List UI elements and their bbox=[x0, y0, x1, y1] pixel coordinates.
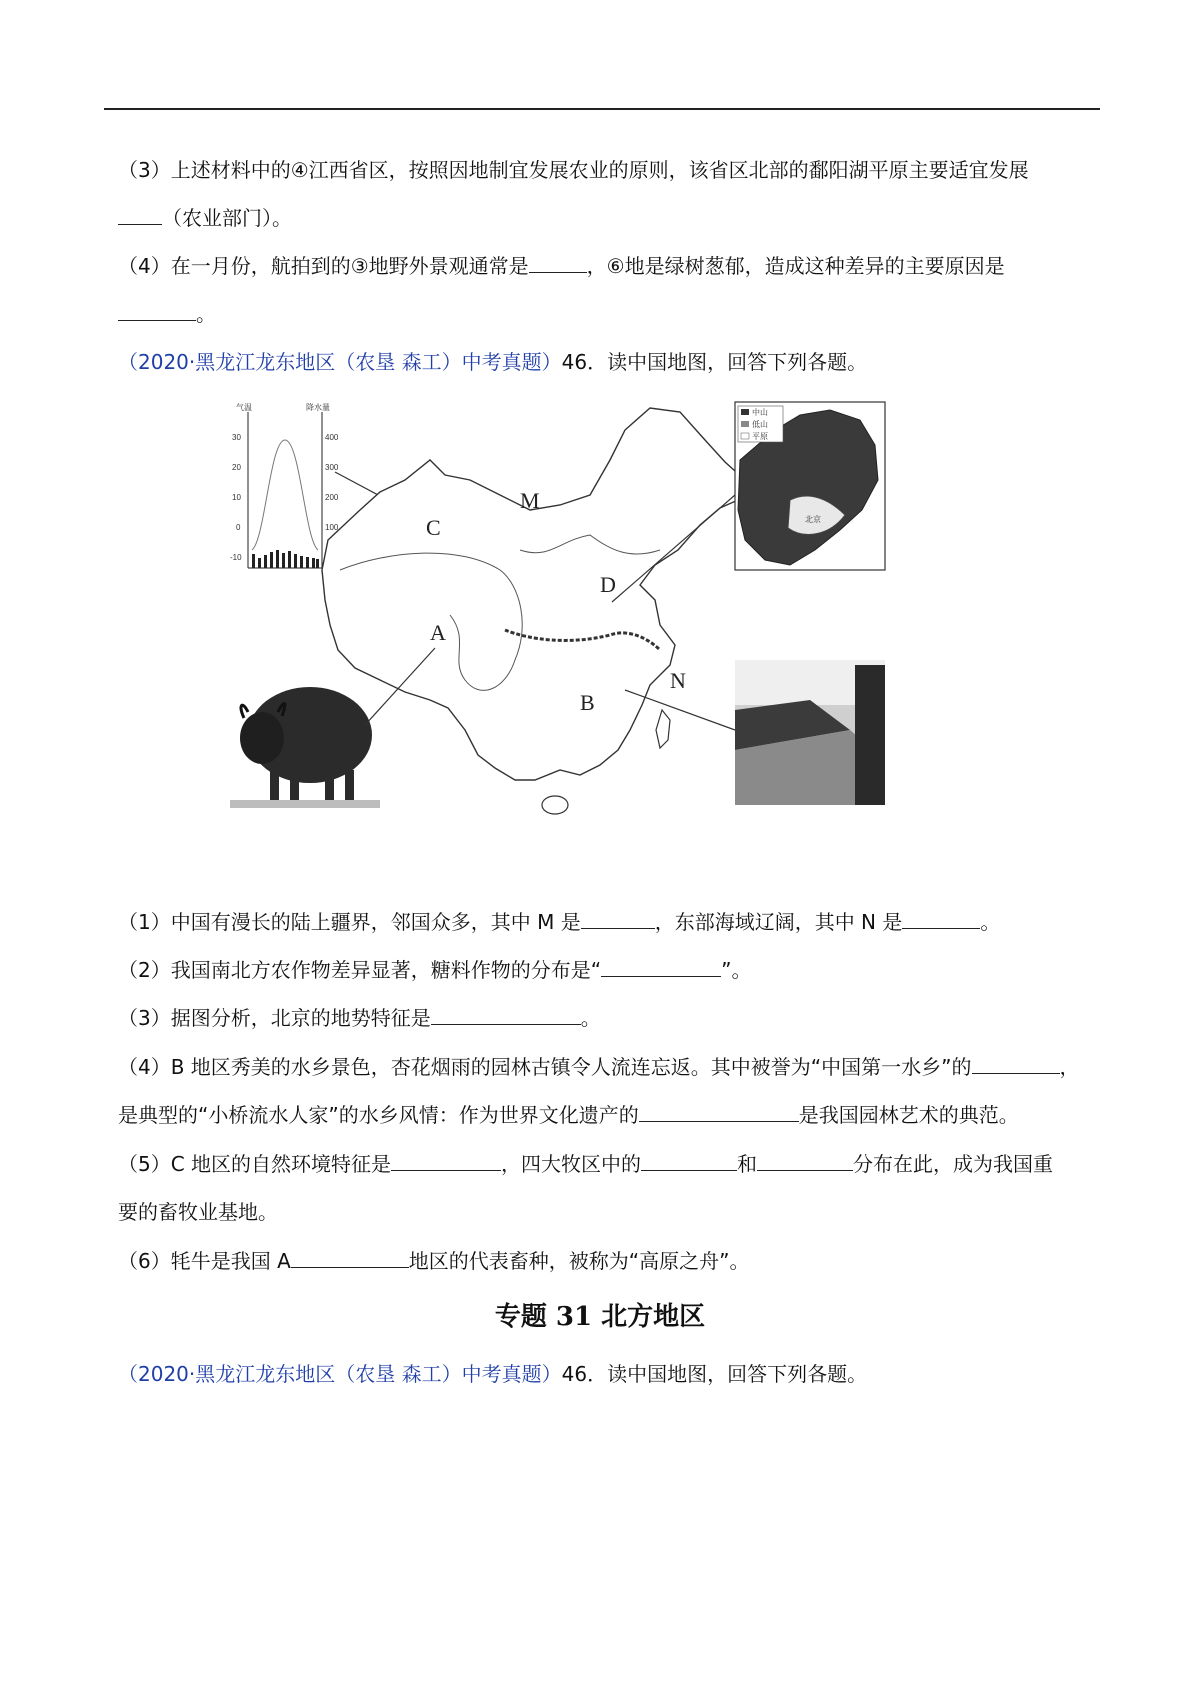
label-d: D bbox=[600, 572, 616, 597]
beijing-city-label: 北京 bbox=[805, 515, 821, 524]
question-3: （3）据图分析，北京的地势特征是 。 bbox=[118, 1006, 601, 1030]
answer-blank[interactable] bbox=[529, 254, 587, 273]
label-n: N bbox=[670, 668, 686, 693]
china-map-svg bbox=[230, 400, 1010, 880]
climate-tick-left: 20 bbox=[232, 463, 241, 472]
arrow-b bbox=[625, 690, 735, 730]
climate-title-left: 气温 bbox=[236, 403, 252, 412]
question-source-2: （2020·黑龙江龙东地区（农垦 森工）中考真题）46．读中国地图，回答下列各题。 bbox=[118, 1362, 868, 1386]
label-m: M bbox=[520, 488, 540, 513]
question-source-1: （2020·黑龙江龙东地区（农垦 森工）中考真题）46．读中国地图，回答下列各题。 bbox=[118, 350, 868, 374]
prev-q4-line1: （4）在一月份，航拍到的③地野外景观通常是 ，⑥地是绿树葱郁，造成这种差异的主要原因是 bbox=[118, 254, 1005, 278]
question-5-line1: （5）C 地区的自然环境特征是 ，四大牧区中的 和 分布在此，成为我国重 bbox=[118, 1152, 1054, 1176]
climate-tick-right: 200 bbox=[325, 493, 339, 502]
answer-blank[interactable] bbox=[972, 1055, 1060, 1074]
climate-tick-left: 10 bbox=[232, 493, 241, 502]
answer-blank[interactable] bbox=[291, 1249, 409, 1268]
label-b: B bbox=[580, 690, 595, 715]
climate-tick-left: -10 bbox=[230, 553, 242, 562]
question-5-line2: 要的畜牧业基地。 bbox=[118, 1200, 278, 1224]
answer-blank[interactable] bbox=[601, 958, 721, 977]
answer-blank[interactable] bbox=[639, 1103, 799, 1122]
question-4-line1: （4）B 地区秀美的水乡景色，杏花烟雨的园林古镇令人流连忘返。其中被誉为“中国第一水乡”的 ， bbox=[118, 1055, 1080, 1079]
legend-mid-mountain: 中山 bbox=[752, 408, 768, 417]
climate-chart bbox=[230, 400, 339, 575]
question-2: （2）我国南北方农作物差异显著，糖料作物的分布是“ ”。 bbox=[118, 958, 752, 982]
answer-blank[interactable] bbox=[431, 1006, 581, 1025]
answer-blank[interactable] bbox=[757, 1152, 853, 1171]
answer-blank[interactable] bbox=[902, 910, 980, 929]
question-1: （1）中国有漫长的陆上疆界，邻国众多，其中 M 是 ，东部海域辽阔，其中 N 是 。 bbox=[118, 910, 1001, 934]
answer-blank[interactable] bbox=[391, 1152, 501, 1171]
climate-tick-left: 30 bbox=[232, 433, 241, 442]
climate-tick-right: 400 bbox=[325, 433, 339, 442]
answer-blank[interactable] bbox=[641, 1152, 737, 1171]
prev-q3-line1: （3）上述材料中的④江西省区，按照因地制宜发展农业的原则，该省区北部的鄱阳湖平原主要适宜发展 bbox=[118, 158, 1029, 182]
climate-title-right: 降水量 bbox=[306, 403, 330, 412]
answer-blank[interactable] bbox=[581, 910, 655, 929]
label-c: C bbox=[426, 515, 441, 540]
answer-blank[interactable] bbox=[118, 302, 196, 321]
climate-tick-right: 100 bbox=[325, 523, 339, 532]
answer-blank[interactable] bbox=[118, 206, 162, 225]
climate-tick-left: 0 bbox=[236, 523, 241, 532]
top-rule bbox=[104, 108, 1100, 110]
legend-low-mountain: 低山 bbox=[752, 420, 768, 429]
china-map-figure bbox=[230, 400, 1010, 880]
climate-tick-right: 300 bbox=[325, 463, 339, 472]
legend-plain: 平原 bbox=[752, 432, 768, 441]
water-town-photo bbox=[735, 660, 885, 805]
hainan-island bbox=[542, 796, 568, 814]
prev-q3-line2: （农业部门）。 bbox=[118, 204, 292, 232]
yak-picture bbox=[230, 687, 380, 808]
prev-q4-line2: 。 bbox=[118, 300, 216, 328]
section-heading: 专题 31 北方地区 bbox=[494, 1302, 706, 1332]
question-6: （6）牦牛是我国 A 地区的代表畜种，被称为“高原之舟”。 bbox=[118, 1249, 750, 1273]
beijing-terrain-inset bbox=[735, 402, 885, 570]
label-a: A bbox=[430, 620, 446, 645]
china-outline bbox=[322, 408, 745, 780]
taiwan-island bbox=[656, 710, 670, 748]
question-4-line2: 是典型的“小桥流水人家”的水乡风情：作为世界文化遗产的 是我国园林艺术的典范。 bbox=[118, 1103, 1019, 1127]
